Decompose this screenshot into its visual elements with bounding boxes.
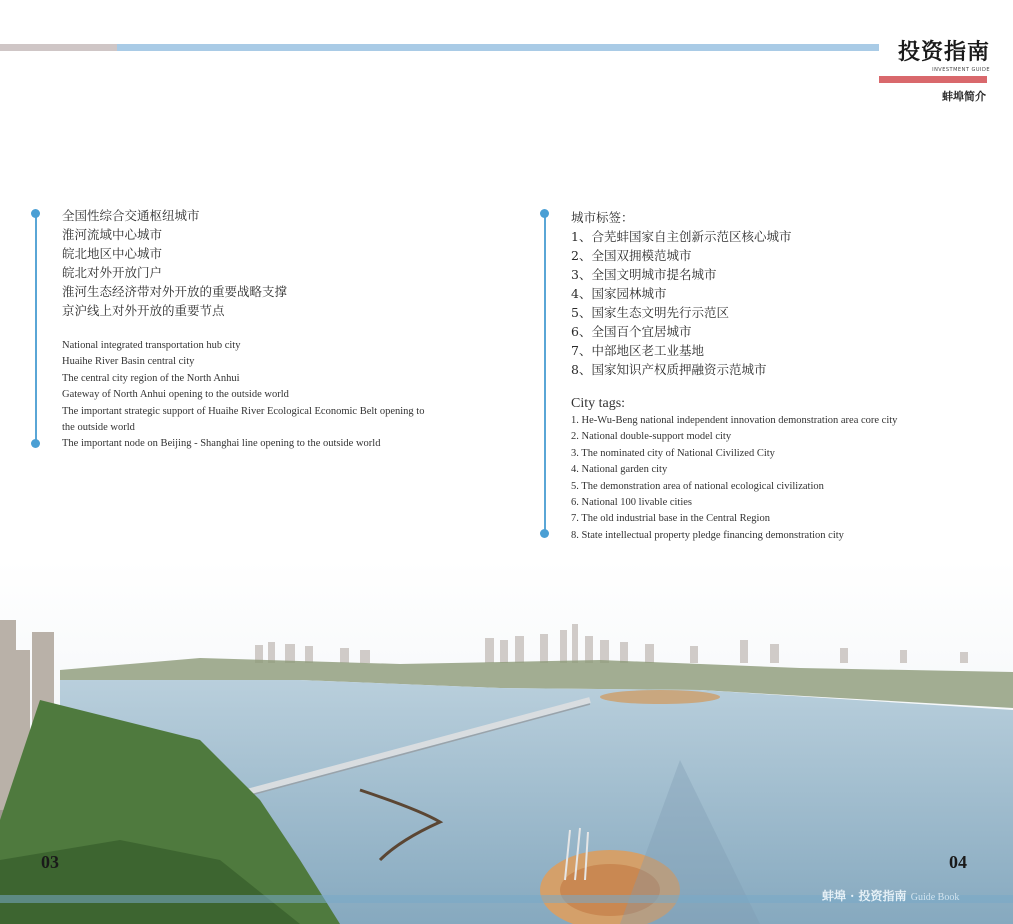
left-cn-item: 淮河生态经济带对外开放的重要战略支撑 xyxy=(62,284,288,299)
footer-title-en: Guide Book xyxy=(910,892,960,903)
footer-title xyxy=(822,887,959,904)
left-en-item: The central city region of the North Anhui xyxy=(62,372,240,384)
right-cn-item: 8、国家知识产权质押融资示范城市 xyxy=(571,362,767,377)
left-en-item: Gateway of North Anhui opening to the outside world xyxy=(62,389,289,401)
page-number-left: 03 xyxy=(41,852,59,872)
right-timeline-dot-bottom xyxy=(540,529,549,538)
left-cn-item: 皖北对外开放门户 xyxy=(62,265,163,280)
right-en-item: 7. The old industrial base in the Central Region xyxy=(571,513,770,525)
right-en-item: 4. National garden city xyxy=(571,464,668,476)
brand-title: 投资指南 xyxy=(897,39,990,65)
right-cn-item: 1、合芜蚌国家自主创新示范区核心城市 xyxy=(571,229,792,244)
section-label: 蚌埠简介 xyxy=(942,90,986,103)
right-cn-item: 2、全国双拥模范城市 xyxy=(571,248,692,263)
right-cn-heading: 城市标签： xyxy=(571,210,634,225)
left-en-list xyxy=(62,338,424,453)
right-en-item: 6. National 100 livable cities xyxy=(571,497,693,509)
left-en-item: the outside world xyxy=(62,422,135,434)
right-cn-item: 3、全国文明城市提名城市 xyxy=(571,267,717,282)
brand-subtitle: INVESTMENT GUIDE xyxy=(932,67,990,73)
footer-title-cn: 蚌埠 · 投资指南 xyxy=(822,889,907,903)
left-en-item: The important strategic support of Huaihe River Ecological Economic Belt opening to xyxy=(62,405,425,417)
right-en-item: 8. State intellectual property pledge financing demonstration city xyxy=(571,529,844,541)
top-bar-blue xyxy=(117,44,879,51)
right-cn-item: 6、全国百个宜居城市 xyxy=(571,324,692,339)
left-timeline-dot-top xyxy=(31,209,40,218)
top-bar-gray xyxy=(0,44,117,51)
brand-block xyxy=(880,38,990,74)
right-timeline-line xyxy=(544,213,546,533)
right-en-item: 2. National double-support model city xyxy=(571,431,732,443)
right-en-list xyxy=(571,395,897,544)
right-en-item: 3. The nominated city of National Civilized City xyxy=(571,447,775,459)
left-en-item: The important node on Beijing - Shanghai line opening to the outside world xyxy=(62,438,381,450)
right-cn-list xyxy=(571,208,791,379)
brand-accent-bar xyxy=(879,76,987,83)
left-cn-item: 淮河流域中心城市 xyxy=(62,227,163,242)
right-en-item: 1. He-Wu-Beng national independent innovation demonstration area core city xyxy=(571,415,898,426)
right-cn-item: 7、中部地区老工业基地 xyxy=(571,343,704,358)
left-en-item: National integrated transportation hub city xyxy=(62,340,241,351)
left-timeline-dot-bottom xyxy=(31,439,40,448)
right-cn-item: 4、国家园林城市 xyxy=(571,286,667,301)
left-cn-item: 全国性综合交通枢纽城市 xyxy=(62,208,200,223)
left-cn-item: 皖北地区中心城市 xyxy=(62,246,163,261)
right-timeline-dot-top xyxy=(540,209,549,218)
left-cn-list xyxy=(62,206,287,320)
left-cn-item: 京沪线上对外开放的重要节点 xyxy=(62,303,225,318)
right-cn-item: 5、国家生态文明先行示范区 xyxy=(571,305,729,320)
right-en-heading: City tags: xyxy=(571,396,626,411)
left-timeline-line xyxy=(35,213,37,443)
page-number-right: 04 xyxy=(949,852,967,872)
city-panorama-image xyxy=(0,560,1013,924)
left-en-item: Huaihe River Basin central city xyxy=(62,356,195,368)
right-en-item: 5. The demonstration area of national ecological civilization xyxy=(571,480,824,492)
